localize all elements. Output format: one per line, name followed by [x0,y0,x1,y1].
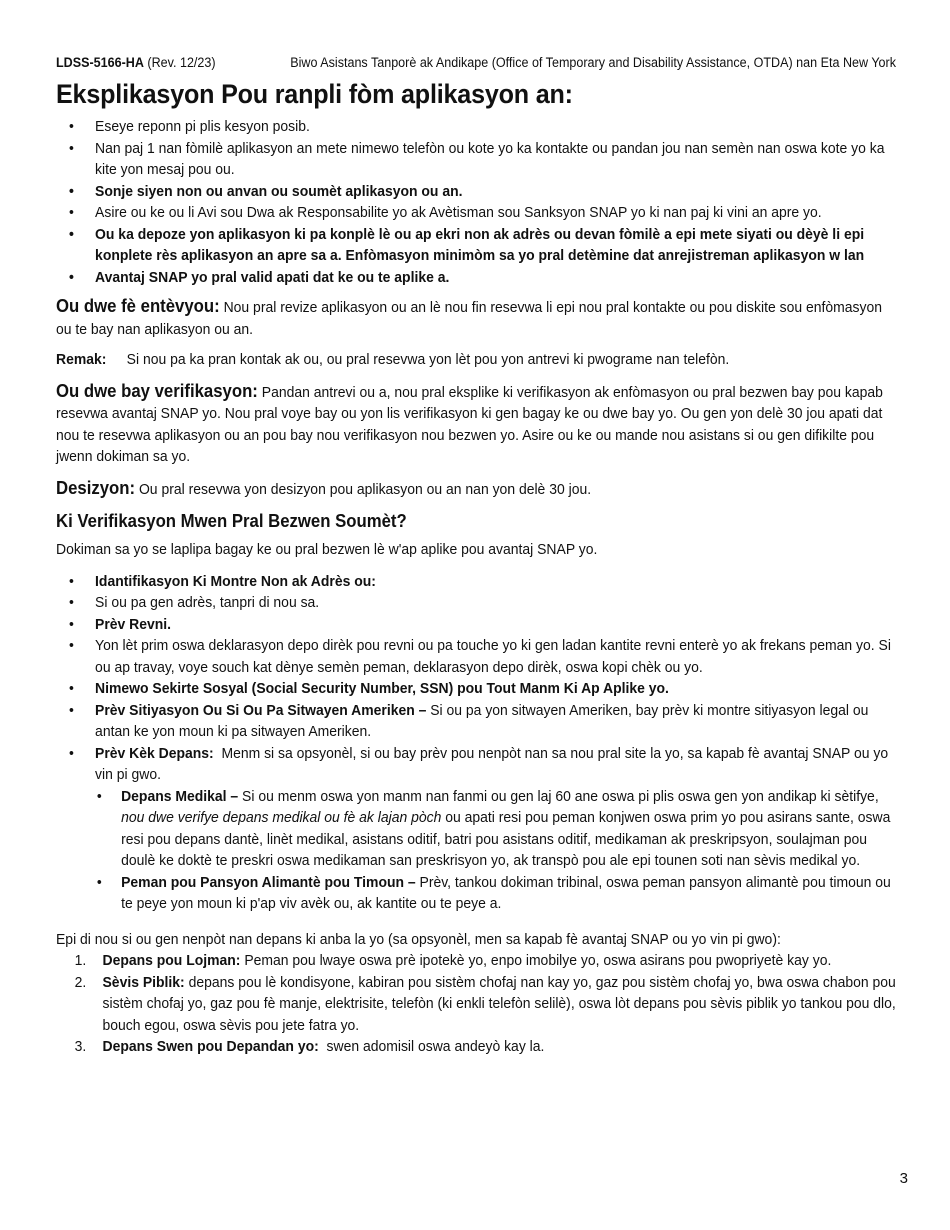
remak-label: Remak: [56,351,107,368]
interview-section [56,296,896,340]
form-identifier: LDSS-5166-HA (Rev. 12/23) [56,55,216,70]
verification-list [56,571,896,915]
page-header [56,54,896,72]
expenses-intro: Epi di nou si ou gen nenpòt nan depans ki anba la yo (sa opsyonèl, men sa kapab fè avantaj SNAP ou yo vin pi gwo): [56,930,781,948]
list-item: • Yon lèt prim oswa deklarasyon depo dirèk pou revni ou pa touche yo ki gen ladan kantite revni enterè yo ak frekans peman yo. Si ou ap travay, voye souch kat dènye semèn peman, deklarasyon depo dirèk, oswa kopi chèk ou yo. [56,635,896,678]
page-title: Eksplikasyon Pou ranpli fòm aplikasyon an: [56,79,573,109]
expense-sublist [95,786,896,915]
list-item: 2. Sèvis Piblik: depans pou lè kondisyone, kabiran pou sistèm chofaj nan kay yo, gaz pou sistèm chofaj yo, bwa oswa chabon pou sistèm chofaj yo, gaz pou fè manje, elektrisite, telefòn (ki enkli telefòn selilè), oswa lòt depans pou sèvis piblik yo tankou pou dlo, bouch egou, oswa sèvis pou jete fatra yo. [74,973,896,1034]
remak-text: Si nou pa ka pran kontak ak ou, ou pral resevwa yon lèt pou yon antrevi ki pwograme nan telefòn. [126,351,730,368]
interview-text: Nou pral revize aplikasyon ou an lè nou fin resevwa li epi nou pral kontakte ou pou diskite sou enfòmasyon ou te bay nan aplikasyon ou an. [56,299,882,338]
verification-intro: Dokiman sa yo se laplipa bagay ke ou pral bezwen lè w'ap aplike pou avantaj SNAP yo. [56,541,598,558]
agency-name: Biwo Asistans Tanporè ak Andikape (Office of Temporary and Disability Assistance, OTDA) nan Eta New York [290,55,896,70]
interview-title: Ou dwe fè entèvyou: [56,296,220,316]
decision-title: Desizyon: [56,477,136,498]
list-item: • Peman pou Pansyon Alimantè pou Timoun – Prèv, tankou dokiman tribinal, oswa peman pansyon alimantè pou timoun ou te peye yon moun ki p'ap viv avèk ou, ak kantite ou te peye a. [95,872,896,915]
remak-note [56,349,896,371]
verification-text: Pandan antrevi ou a, nou pral eksplike ki verifikasyon ak enfòmasyon ou pral bezwen bay pou kapab resevwa avantaj SNAP yo. Nou pral voye bay ou yon lis verifikasyon ki gen bagay ke ou dwe bay yo. Ou gen yon delè 30 jou apati dat nou te resevwa aplikasyon ou an pou bay nou verifikasyon nou bezwen yo. Asire ou ke ou mande nou asistans si ou gen difikilte pou jwenn dokiman sa yo. [56,383,883,465]
document-body [56,54,896,1058]
decision-section [56,478,896,501]
list-item: 3. Depans Swen pou Depandan yo: swen adomisil oswa andeyò kay la. [74,1038,545,1055]
list-item: • Ou ka depoze yon aplikasyon ki pa konplè lè ou ap ekri non ak adrès ou devan fòmilè a epi mete siyati ou dèyè li epi konplete rès aplikasyon an apre sa a. Enfòmasyon minimòm sa yo pral detèmine dat anrejistreman aplikasyon w lan [56,224,896,267]
page-number: 3 [899,1170,908,1187]
list-item: • Nan paj 1 nan fòmilè aplikasyon an mete nimewo telefòn ou kote yo ka kontakte ou pandan jou nan semèn nan oswa kote yo ka kite yon mesaj pou ou. [56,138,896,181]
verification-heading: Ki Verifikasyon Mwen Pral Bezwen Soumèt? [56,511,407,531]
list-item: • Depans Medikal – Si ou menm oswa yon manm nan fanmi ou gen laj 60 ane oswa pi plis oswa gen yon andikap ki sètifye, nou dwe verifye depans medikal ou fè ak lajan pòch ou apati resi pou peman konjwen oswa prim yo pou asirans sante, oswa resi pou depans dantè, linèt medikal, asistans oditif, batri pou asistans oditif, medikaman ak preskripsyon, soulajman pou doulè ke doktè te preskri oswa medikaman san preskrisyon yo, ak transpò pou ale epi tounen soti nan sèvis medikal yo. [95,786,896,872]
list-item: • Avantaj SNAP yo pral valid apati dat ke ou te aplike a. [56,267,896,289]
decision-text: Ou pral resevwa yon desizyon pou aplikasyon ou an nan yon delè 30 jou. [138,480,592,498]
list-item: • Idantifikasyon Ki Montre Non ak Adrès ou: [56,571,896,593]
page-content [56,54,896,1058]
expenses-list [56,950,896,1058]
verification-section [56,381,896,468]
intro-bullet-list [56,116,896,288]
list-item: • Si ou pa gen adrès, tanpri di nou sa. [56,592,896,614]
list-item: • Prèv Revni. [56,614,896,636]
list-item: 1. Depans pou Lojman: Peman pou lwaye oswa prè ipotekè yo, enpo imobilye yo, oswa asirans pou pwopriyetè kay yo. [74,952,832,969]
list-item: • Prèv Sitiyasyon Ou Si Ou Pa Sitwayen Ameriken – Si ou pa yon sitwayen Ameriken, bay prèv ki montre sitiyasyon legal ou antan ke yon moun ki pa sitwayen Ameriken. [56,700,896,743]
list-item: • Eseye reponn pi plis kesyon posib. [56,116,896,138]
verification-title: Ou dwe bay verifikasyon: [56,380,258,401]
list-item: • Nimewo Sekirte Sosyal (Social Security Number, SSN) pou Tout Manm Ki Ap Aplike yo. [56,678,896,700]
list-item: • Prèv Kèk Depans: Menm si sa opsyonèl, si ou bay prèv pou nenpòt nan sa nou pral site la yo, sa kapab fè avantaj SNAP ou yo vin pi gwo. • Depans Medikal – Si ou menm oswa yon manm nan fanmi ou gen laj 60 ane oswa pi plis oswa gen yon andikap ki sètifye, nou dwe verifye depans medikal ou fè ak lajan pòch ou apati resi pou peman konjwen oswa prim yo pou asirans sante, oswa resi pou depans dantè, linèt medikal, asistans oditif, batri pou asistans oditif, medikaman ak preskripsyon, soulajman pou doulè ke doktè te preskri oswa medikaman san preskrisyon yo, ak transpò pou ale epi tounen soti nan sèvis medikal yo. • Peman pou Pansyon Alimantè pou Timoun – Prèv, tankou dokiman tribinal, oswa peman pansyon alimantè pou timoun ou te peye yon moun ki p'ap viv avèk ou, ak kantite ou te peye a. [56,743,896,915]
list-item: • Asire ou ke ou li Avi sou Dwa ak Responsabilite yo ak Avètisman sou Sanksyon SNAP yo ki nan paj ki vini an apre yo. [56,202,896,224]
list-item: • Sonje siyen non ou anvan ou soumèt aplikasyon ou an. [56,181,896,203]
